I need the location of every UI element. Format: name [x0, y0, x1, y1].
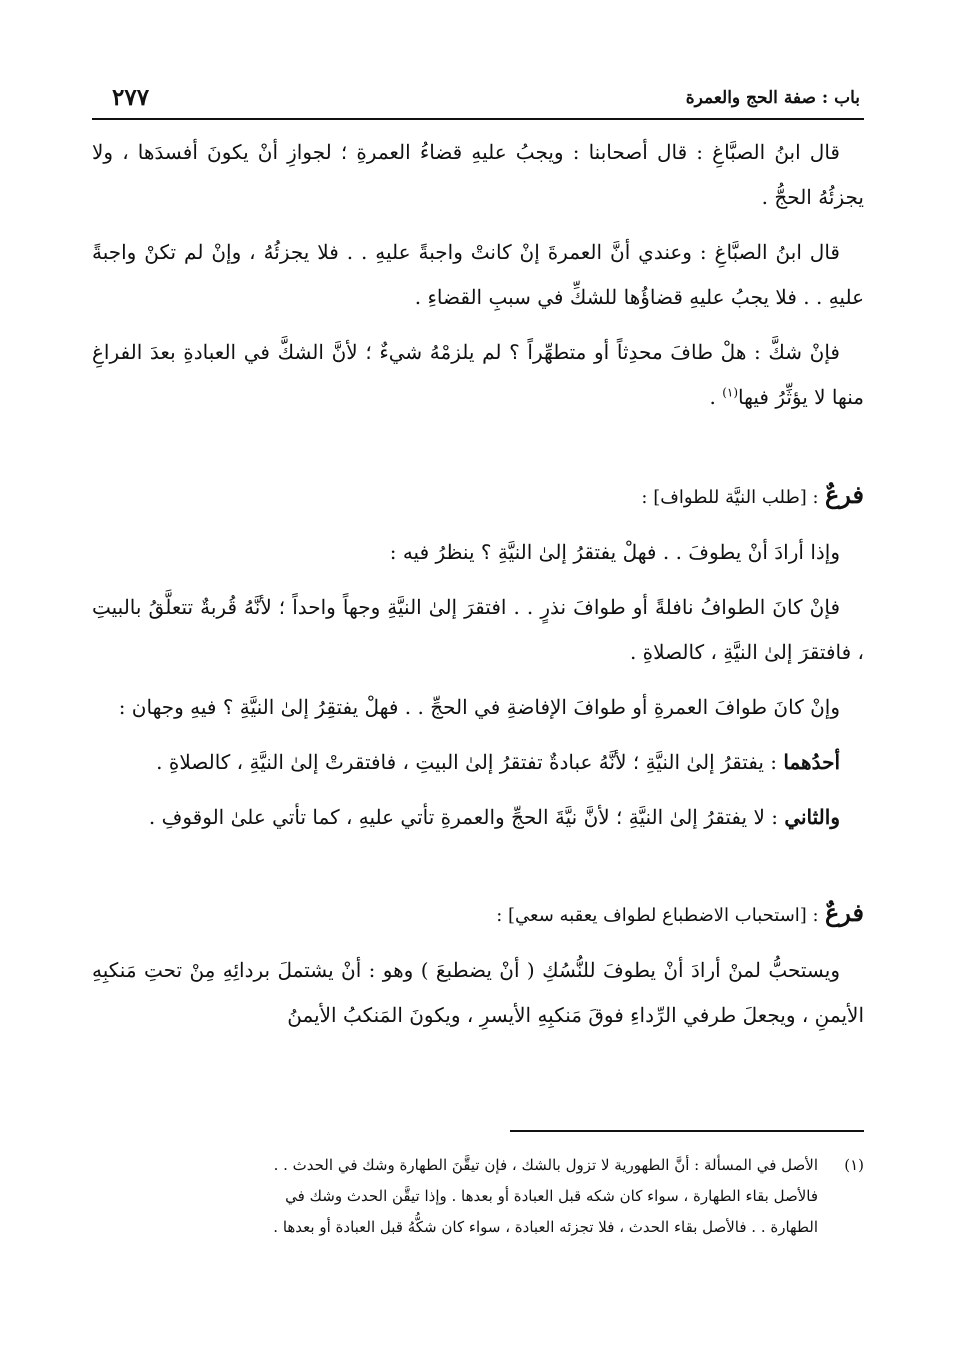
footnote-marker: (١) — [722, 385, 739, 400]
paragraph: فإنْ شكَّ : هلْ طافَ محدِثاً أو متطهِّراً ؟ لم يلزمْهُ شيءٌ ؛ لأنَّ الشكَّ في العبادةِ بعدَ الفراغِ منها لا يؤثِّرُ فيها$^{(١)}$ . — [92, 340, 864, 409]
paragraph — [92, 740, 864, 785]
section-heading — [92, 472, 864, 520]
page-number: ٢٧٧ — [112, 84, 150, 111]
paragraph: قال ابنُ الصبَّاغِ : وعندي أنَّ العمرةَ إنْ كانتْ واجبةً عليهِ . . فلا يجزئُهُ ، وإنْ لم تكنْ واجبةً عليهِ . . فلا يجبُ عليهِ قضاؤُها للشكِّ في سببِ القضاءِ . — [92, 240, 864, 309]
second-view-text: : لا يفتقرُ إلىٰ النيَّةِ ؛ لأنَّ نيَّةَ الحجِّ والعمرةِ تأتي عليهِ ، كما تأتي علىٰ الوقوفِ . — [148, 805, 778, 829]
section-title: : [استحباب الاضطباع لطواف يعقبه سعي] : — [496, 905, 819, 926]
book-page — [92, 84, 864, 1304]
footnote-separator — [510, 1130, 864, 1132]
paragraph: وإذا أرادَ أنْ يطوفَ . . فهلْ يفتقرُ إلىٰ النيَّةِ ؟ ينظرُ فيه : — [389, 540, 840, 564]
paragraph: وإنْ كانَ طوافَ العمرةِ أو طوافَ الإفاضةِ في الحجِّ . . فهلْ يفتقِرُ إلىٰ النيَّةِ ؟ فيهِ وجهان : — [118, 695, 840, 719]
first-view-label: أحدُهما — [783, 750, 840, 774]
footnote-number: (١) — [844, 1156, 864, 1174]
running-head: باب : صفة الحج والعمرة — [685, 88, 860, 108]
section-label: فرعٌ — [824, 898, 864, 927]
footnote — [92, 1150, 864, 1243]
page-body — [92, 130, 864, 1038]
section-heading — [92, 890, 864, 938]
footnote-line: فالأصل بقاء الطهارة ، سواء كان شكه قبل العبادة أو بعدها . وإذا تيقَّن الحدث وشك في — [285, 1187, 818, 1205]
paragraph: قال ابنُ الصبَّاغِ : قال أصحابنا : ويجبُ عليهِ قضاءُ العمرةِ ؛ لجوازِ أنْ يكونَ أفسدَها ، ولا يجزئُهُ الحجُّ . — [92, 140, 864, 209]
paragraph-text: فإنْ شكَّ : هلْ طافَ محدِثاً أو متطهِّراً ؟ لم يلزمْهُ شيءٌ ؛ لأنَّ الشكَّ في العبادةِ بعدَ الفراغِ منها لا يؤثِّرُ فيها — [92, 340, 864, 409]
section-title: : [طلب النيَّة للطواف] : — [641, 487, 819, 508]
footnote-line: الطهارة . . فالأصل بقاء الحدث ، فلا تجزئه العبادة ، سواء كان شكُّهُ قبل العبادة أو بعدها . — [273, 1218, 818, 1236]
paragraph — [92, 795, 864, 840]
page-header — [92, 84, 864, 120]
paragraph: فإنْ كانَ الطوافُ نافلةً أو طوافَ نذرٍ . . افتقرَ إلىٰ النيَّةِ وجهاً واحداً ؛ لأنَّهُ قُربةٌ تتعلَّقُ بالبيتِ ، فافتقرَ إلىٰ النيَّةِ ، كالصلاةِ . — [92, 595, 864, 664]
footnote-line: الأصل في المسألة : أنَّ الطهورية لا تزول بالشك ، فإن تيقَّنَ الطهارة وشك في الحدث . . — [273, 1156, 818, 1174]
paragraph: ويستحبُّ لمنْ أرادَ أنْ يطوفَ للنُّسُكِ ( أنْ يضطبعَ ) وهو : أنْ يشتملَ بردائِهِ مِنْ تحتِ مَنكبِهِ الأيمنِ ، ويجعلَ طرفي الرِّداءِ فوقَ مَنكبِهِ الأيسرِ ، ويكونَ المَنكبُ الأيمنُ — [92, 958, 864, 1027]
section-label: فرعٌ — [824, 480, 864, 509]
first-view-text: : يفتقرُ إلىٰ النيَّةِ ؛ لأنَّهُ عبادةٌ تفتقرُ إلىٰ البيتِ ، فافتقرتْ إلىٰ النيَّةِ ، كالصلاةِ . — [156, 750, 778, 774]
second-view-label: والثاني — [784, 805, 840, 829]
